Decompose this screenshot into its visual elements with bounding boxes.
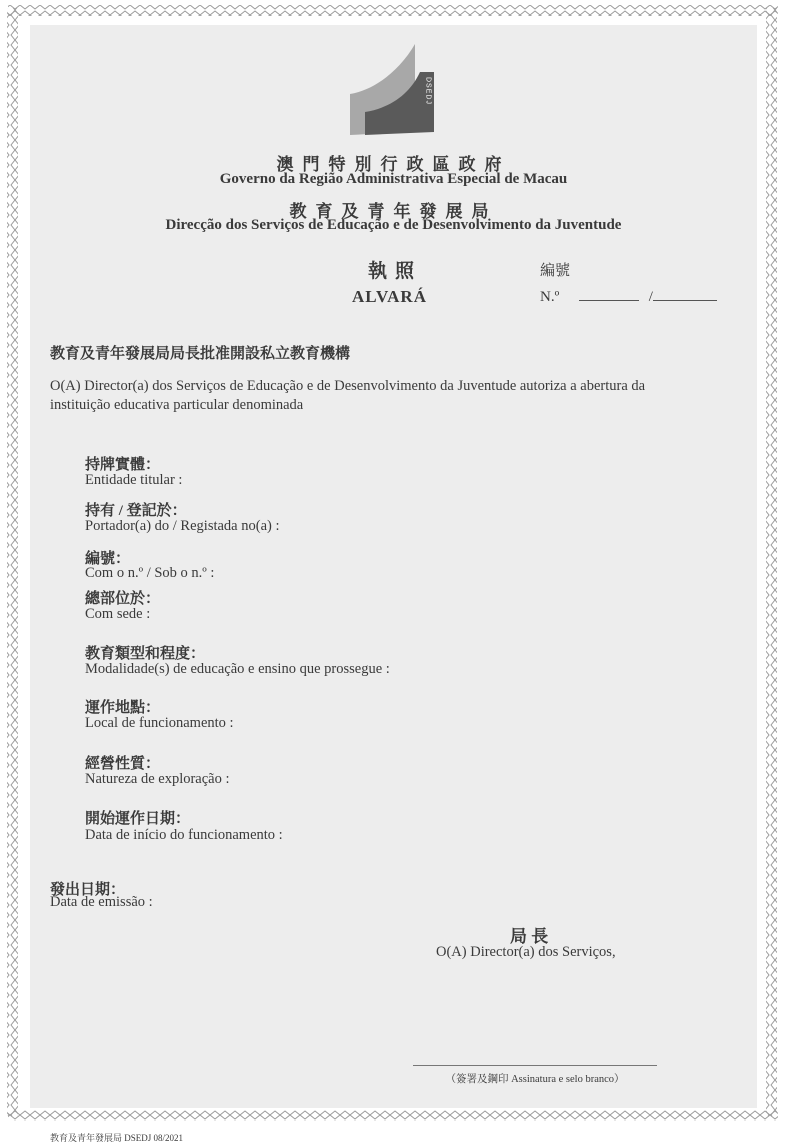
department-name-zh: 教育及青年發展局 xyxy=(289,202,498,221)
field-label-pt: Natureza de exploração : xyxy=(85,771,230,787)
number-label-zh: 編號 xyxy=(540,263,571,279)
field-label-zh: 編號： xyxy=(85,551,131,567)
field-label-pt: Com o n.º / Sob o n.º : xyxy=(85,565,215,581)
field-label-zh: 運作地點： xyxy=(85,700,161,716)
number-blank xyxy=(579,286,639,301)
field-label-zh: 經營性質： xyxy=(85,756,161,772)
field-label-pt: Local de funcionamento : xyxy=(85,715,234,731)
field-label-zh: 教育類型和程度： xyxy=(85,646,206,662)
number-label-pt: N.º xyxy=(540,289,560,305)
field-label-zh: 總部位於： xyxy=(85,591,161,607)
field-label-zh: 持牌實體： xyxy=(85,457,161,473)
title-zh: 執照 xyxy=(368,261,423,282)
logo-text: DSEDJ xyxy=(424,77,432,105)
issue-date-label-zh: 發出日期： xyxy=(50,882,126,898)
field-label-pt: Data de início do funcionamento : xyxy=(85,827,283,843)
field-label-pt: Entidade titular : xyxy=(85,472,183,488)
form-code: 教育及青年發展局 DSEDJ 08/2021 xyxy=(50,1133,184,1143)
signature-line xyxy=(413,1065,657,1066)
government-name-pt: Governo da Região Administrativa Especial de Macau xyxy=(219,171,568,187)
director-title-pt: O(A) Director(a) dos Serviços, xyxy=(436,944,616,960)
title-pt: ALVARÁ xyxy=(352,287,427,306)
field-label-zh: 開始運作日期： xyxy=(85,811,191,827)
intro-pt-line1: O(A) Director(a) dos Serviços de Educação e de Desenvolvimento da Juventude autoriza a abertura da xyxy=(50,378,646,394)
signature-caption: （簽署及鋼印 Assinatura e selo branco） xyxy=(445,1074,625,1085)
issue-date-label-pt: Data de emissão : xyxy=(50,894,153,910)
department-name-pt: Direcção dos Serviços de Educação e de Desenvolvimento da Juventude xyxy=(165,217,622,233)
intro-zh: 教育及青年發展局局長批准開設私立教育機構 xyxy=(50,346,351,362)
intro-pt-line2: instituição educativa particular denominada xyxy=(50,397,304,413)
dsedj-logo xyxy=(345,42,440,138)
field-label-zh: 持有 / 登記於： xyxy=(85,503,187,519)
field-label-pt: Com sede : xyxy=(85,606,151,622)
number-separator: / xyxy=(648,289,653,305)
number-field xyxy=(540,286,717,306)
government-name-zh: 澳門特別行政區政府 xyxy=(276,155,511,174)
field-label-pt: Modalidade(s) de educação e ensino que prossegue : xyxy=(85,661,390,677)
field-label-pt: Portador(a) do / Registada no(a) : xyxy=(85,518,280,534)
year-blank xyxy=(653,286,717,301)
director-title-zh: 局 長 xyxy=(510,927,549,946)
